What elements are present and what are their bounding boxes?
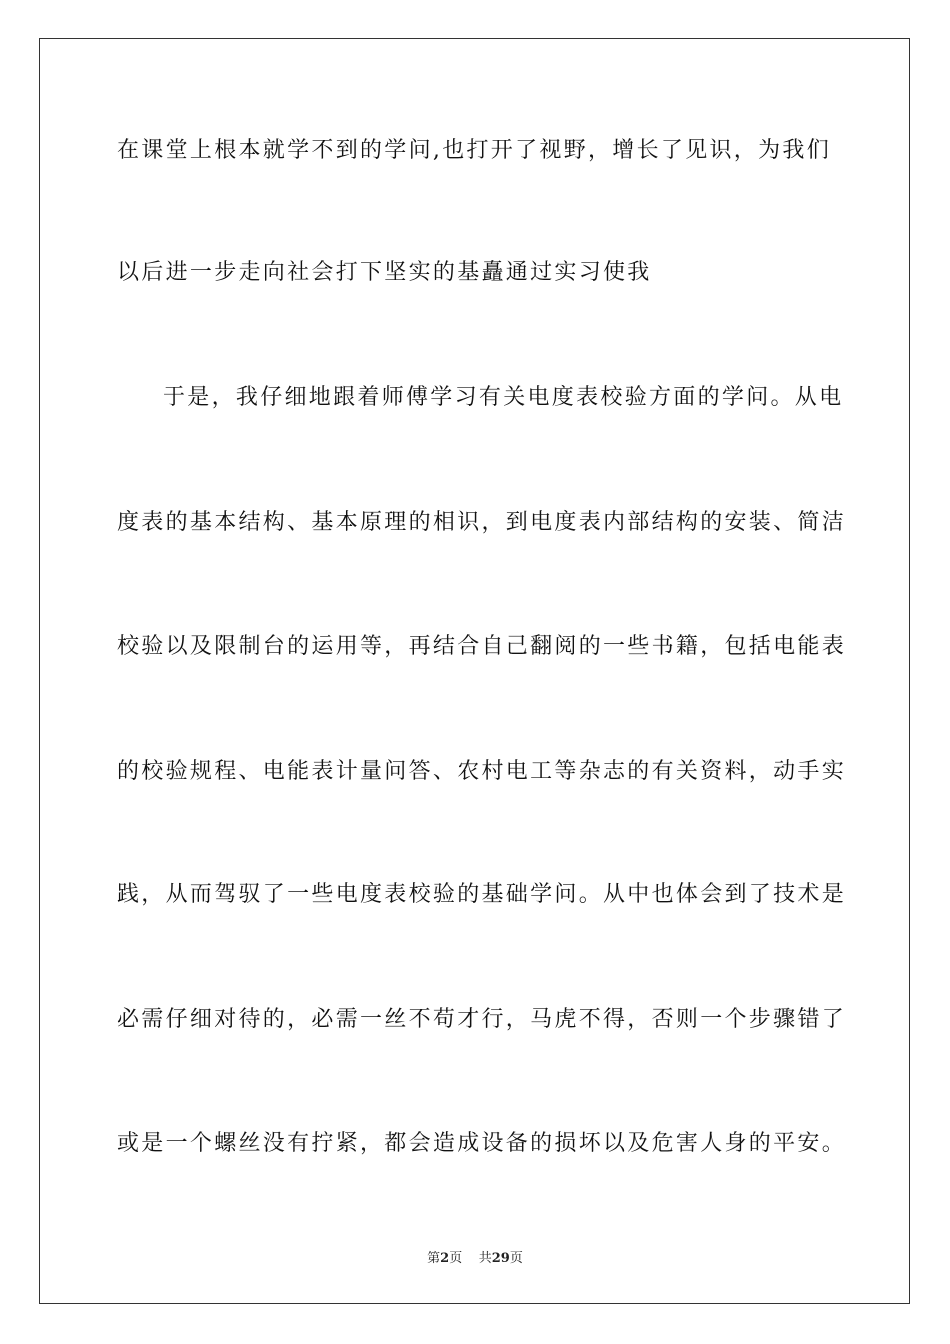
total-pages: 29	[491, 1251, 510, 1266]
text-line: 的校验规程、电能表计量问答、农村电工等杂志的有关资料，动手实	[117, 759, 847, 784]
text-line: 度表的基本结构、基本原理的相识，到电度表内部结构的安装、简洁	[117, 510, 847, 535]
page-border	[39, 38, 910, 1304]
text-line: 必需仔细对待的，必需一丝不苟才行，马虎不得，否则一个步骤错了	[117, 1007, 847, 1032]
text-line: 践，从而驾驭了一些电度表校验的基础学问。从中也体会到了技术是	[117, 882, 847, 907]
text-line: 以后进一步走向社会打下坚实的基矗通过实习使我	[117, 260, 652, 285]
page-suffix: 页	[449, 1251, 463, 1266]
page-number: 2	[440, 1251, 450, 1266]
page-footer	[0, 1247, 950, 1266]
text-line: 在课堂上根本就学不到的学问,也打开了视野，增长了见识，为我们	[117, 138, 831, 163]
total-suffix: 页	[509, 1251, 523, 1266]
text-line: 校验以及限制台的运用等，再结合自己翻阅的一些书籍，包括电能表	[117, 634, 847, 659]
text-line-indented: 于是，我仔细地跟着师傅学习有关电度表校验方面的学问。从电	[163, 385, 844, 410]
page-prefix: 第	[427, 1251, 441, 1266]
total-prefix: 共	[478, 1251, 492, 1266]
text-line: 或是一个螺丝没有拧紧，都会造成设备的损坏以及危害人身的平安。	[117, 1131, 847, 1156]
